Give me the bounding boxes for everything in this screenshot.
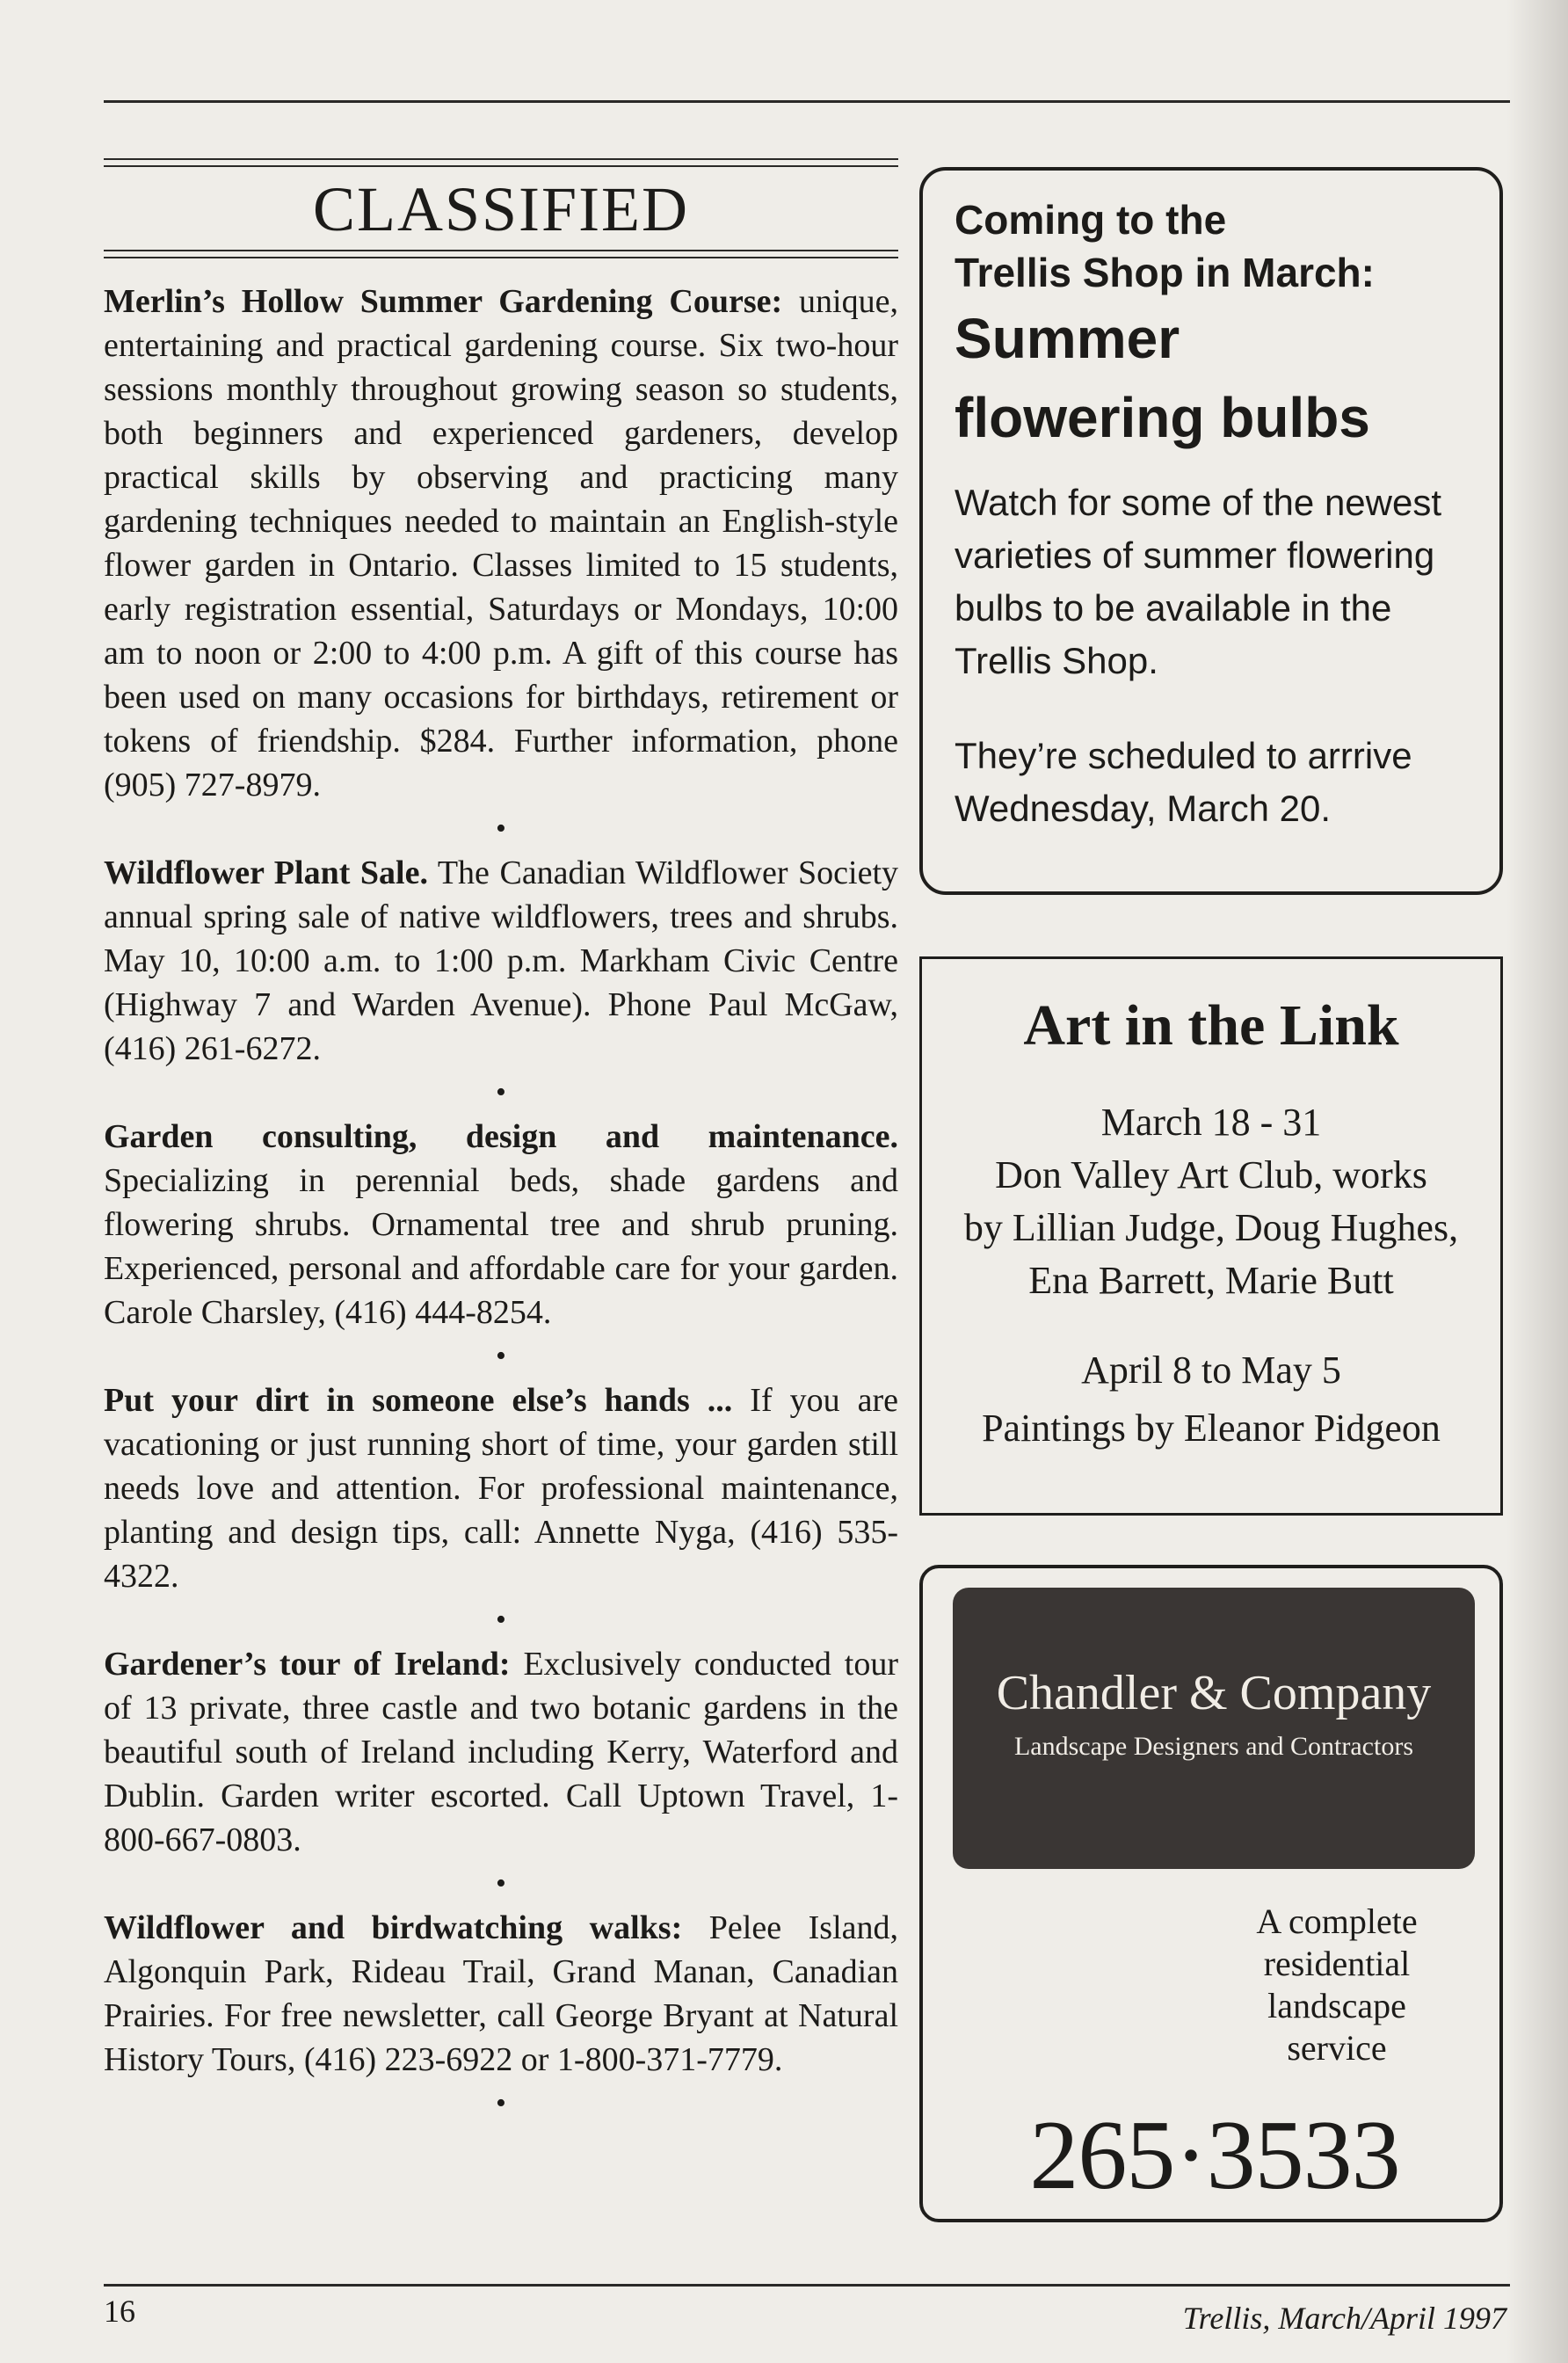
ad-kicker-line-2: Trellis Shop in March: <box>955 250 1375 295</box>
classified-title: CLASSIFIED <box>312 174 690 244</box>
art-in-the-link-ad <box>919 956 1503 1516</box>
trellis-shop-ad <box>919 167 1503 895</box>
ad-paragraph-1: Watch for some of the newest varieties of summer flowering bulbs to be available in the Trellis Shop. <box>955 482 1442 681</box>
art-ad-desc-line: by Lillian Judge, Doug Hughes, <box>963 1206 1459 1249</box>
chandler-logo-panel <box>953 1588 1475 1869</box>
art-ad-dates-1: March 18 - 31 <box>1100 1101 1322 1144</box>
art-ad-desc-line: Ena Barrett, Marie Butt <box>1028 1259 1394 1302</box>
classified-item: Garden consulting, design and maintenance. Specializing in perennial beds, shade gardens and flowering shrubs. Ornamental tree and shrub pruning. Experienced, personal and affordable care for your garden. Carole Charsley, (416) 444-8254. <box>104 1118 898 1331</box>
chandler-company-name: Chandler & Company <box>996 1666 1432 1720</box>
chandler-phone-number: 265·3533 <box>1029 2101 1400 2210</box>
chandler-company-ad <box>919 1565 1503 2222</box>
classified-item: Wildflower Plant Sale. The Canadian Wildflower Society annual spring sale of native wildflowers, trees and shrubs. May 10, 10:00 a.m. to 1:00 p.m. Markham Civic Centre (Highway 7 and Warden Avenue). Phone Paul McGaw, (416) 261-6272. <box>104 854 898 1067</box>
classified-column <box>104 280 898 2126</box>
classified-item: Merlin’s Hollow Summer Gardening Course: unique, entertaining and practical gardening course. Six two-hour sessions monthly throughout growing season so students, both beginners and experienced gardeners, develop practical skills by observing and practicing many gardening techniques needed to maintain an English-style flower garden in Ontario. Classes limited to 15 students, early registration essential, Saturdays or Mondays, 10:00 am to noon or 2:00 to 4:00 p.m. A gift of this course has been used on many occasions for birthdays, retirement or tokens of friendship. $284. Further information, phone (905) 727-8979. <box>104 283 898 803</box>
ad-headline-1: Summer <box>955 307 1180 370</box>
art-ad-dates-2: April 8 to May 5 <box>1081 1349 1341 1392</box>
bottom-rule <box>104 2284 1510 2287</box>
bullet-separator: • <box>496 1076 506 1109</box>
top-rule <box>104 100 1510 103</box>
classified-item: Put your dirt in someone else’s hands ... If you are vacationing or just running short of time, your garden still needs love and attention. For professional maintenance, planting and design tips, call: Annette Nyga, (416) 535-4322. <box>104 1382 898 1595</box>
bullet-separator: • <box>496 812 506 845</box>
classified-header <box>104 158 898 257</box>
service-description: A complete residential landscape service <box>1256 1901 1418 2068</box>
bullet-separator: • <box>496 1340 506 1372</box>
ad-kicker-line-1: Coming to the <box>955 197 1227 243</box>
chandler-subtitle: Landscape Designers and Contractors <box>1013 1732 1413 1761</box>
ad-paragraph-2: They’re scheduled to arrrive Wednesday, March 20. <box>955 735 1412 829</box>
page-number: 16 <box>104 2294 135 2329</box>
bullet-separator: • <box>496 2087 506 2119</box>
page-edge-shadow <box>1506 0 1568 2363</box>
bullet-separator: • <box>496 1867 506 1900</box>
classified-item: Gardener’s tour of Ireland: Exclusively conducted tour of 13 private, three castle and two botanic gardens in the beautiful south of Ireland including Kerry, Waterford and Dublin. Garden writer escorted. Call Uptown Travel, 1-800-667-0803. <box>104 1646 898 1858</box>
publication-footer: Trellis, March/April 1997 <box>1182 2301 1506 2336</box>
art-ad-desc-2: Paintings by Eleanor Pidgeon <box>982 1407 1441 1450</box>
art-ad-desc-line: Don Valley Art Club, works <box>995 1153 1427 1196</box>
ad-headline-2: flowering bulbs <box>955 386 1370 449</box>
art-ad-title: Art in the Link <box>1023 993 1399 1058</box>
classified-item: Wildflower and birdwatching walks: Pelee Island, Algonquin Park, Rideau Trail, Grand Manan, Canadian Prairies. For free newsletter, call George Bryant at Natural History Tours, (416) 223-6922 or 1-800-371-7779. <box>104 1909 899 2078</box>
bullet-separator: • <box>496 1603 506 1636</box>
